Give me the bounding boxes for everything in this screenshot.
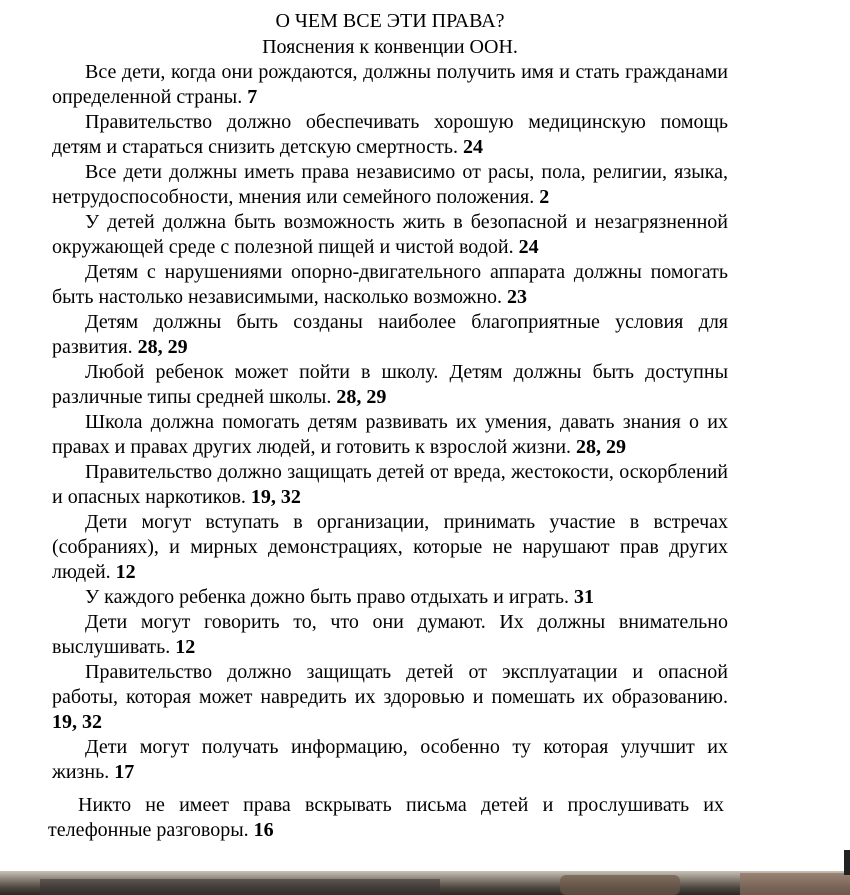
paragraph-text: Никто не имеет права вскрывать письма детей и прослушивать их телефонные разговоры.	[48, 794, 724, 841]
paragraph-9	[52, 460, 728, 510]
background-photo-strip	[0, 871, 850, 895]
paragraph-1	[52, 60, 728, 110]
article-ref: 24	[518, 236, 539, 258]
article-ref: 28, 29	[336, 386, 387, 408]
paragraph-7	[52, 360, 728, 410]
paragraph-text: Правительство должно защищать детей от вреда, жестокости, оскорблений и опасных наркотиков.	[52, 461, 728, 508]
article-ref: 16	[253, 819, 274, 841]
article-ref: 28, 29	[137, 336, 188, 358]
article-ref: 2	[539, 186, 550, 208]
paragraph-13	[52, 660, 728, 735]
paragraph-15	[48, 793, 724, 843]
paragraph-text: Любой ребенок может пойти в школу. Детям должны быть доступны различные типы средней школы.	[52, 361, 728, 408]
article-ref: 19, 32	[52, 711, 102, 733]
photo-detail	[560, 875, 680, 895]
paragraph-text: Детям с нарушениями опорно-двигательного аппарата должны помогать быть настолько независимыми, насколько возможно.	[52, 261, 728, 308]
paragraph-5	[52, 260, 728, 310]
paragraph-text: Школа должна помогать детям развивать их умения, давать знания о их правах и правах других людей, и готовить к взрослой жизни.	[52, 411, 728, 458]
paragraph-text: Все дети, когда они рождаются, должны получить имя и стать гражданами определенной страны.	[52, 61, 728, 108]
photo-shadow	[40, 879, 440, 895]
article-ref: 24	[463, 136, 483, 158]
article-ref: 28, 29	[576, 436, 627, 458]
article-ref: 17	[114, 761, 135, 783]
paragraph-14	[52, 735, 728, 785]
paragraph-text: Дети могут получать информацию, особенно ту которая улучшит их жизнь.	[52, 736, 728, 783]
paragraph-11	[52, 585, 728, 610]
paragraph-text: Правительство должно обеспечивать хорошую медицинскую помощь детям и стараться снизить детскую смертность.	[52, 111, 728, 158]
paragraph-3	[52, 160, 728, 210]
article-ref: 7	[247, 86, 258, 108]
paragraph-text: Детям должны быть созданы наиболее благоприятные условия для развития.	[52, 311, 728, 358]
paragraph-text: Все дети должны иметь права независимо от расы, пола, религии, языка, нетрудоспособности, мнения или семейного положения.	[52, 161, 728, 208]
article-ref: 31	[573, 586, 594, 608]
paragraph-12	[52, 610, 728, 660]
paragraph-2	[52, 110, 728, 160]
paragraph-text: У каждого ребенка дожно быть право отдыхать и играть.	[85, 586, 569, 608]
article-ref: 19, 32	[250, 486, 301, 508]
article-ref: 12	[115, 561, 136, 583]
paragraph-10	[52, 510, 728, 585]
paragraph-8	[52, 410, 728, 460]
page-edge	[844, 850, 850, 875]
article-ref: 12	[175, 636, 196, 658]
paragraph-text: Правительство должно защищать детей от эксплуатации и опасной работы, которая может навредить их здоровью и помешать их образованию.	[52, 661, 728, 708]
paragraph-4	[52, 210, 728, 260]
page-title: О ЧЕМ ВСЕ ЭТИ ПРАВА?	[275, 10, 505, 32]
document-page	[48, 8, 728, 843]
paragraph-text: Дети могут говорить то, что они думают. Их должны внимательно выслушивать.	[52, 611, 728, 658]
paragraph-text: У детей должна быть возможность жить в безопасной и незагрязненной окружающей среде с полезной пищей и чистой водой.	[52, 211, 728, 258]
photo-detail	[740, 873, 850, 895]
paragraph-6	[52, 310, 728, 360]
page-subtitle: Пояснения к конвенции ООН.	[262, 36, 518, 58]
article-ref: 23	[507, 286, 528, 308]
paragraph-text: Дети могут вступать в организации, принимать участие в встречах (собраниях), и мирных демонстрациях, которые не нарушают прав других людей.	[52, 511, 728, 583]
